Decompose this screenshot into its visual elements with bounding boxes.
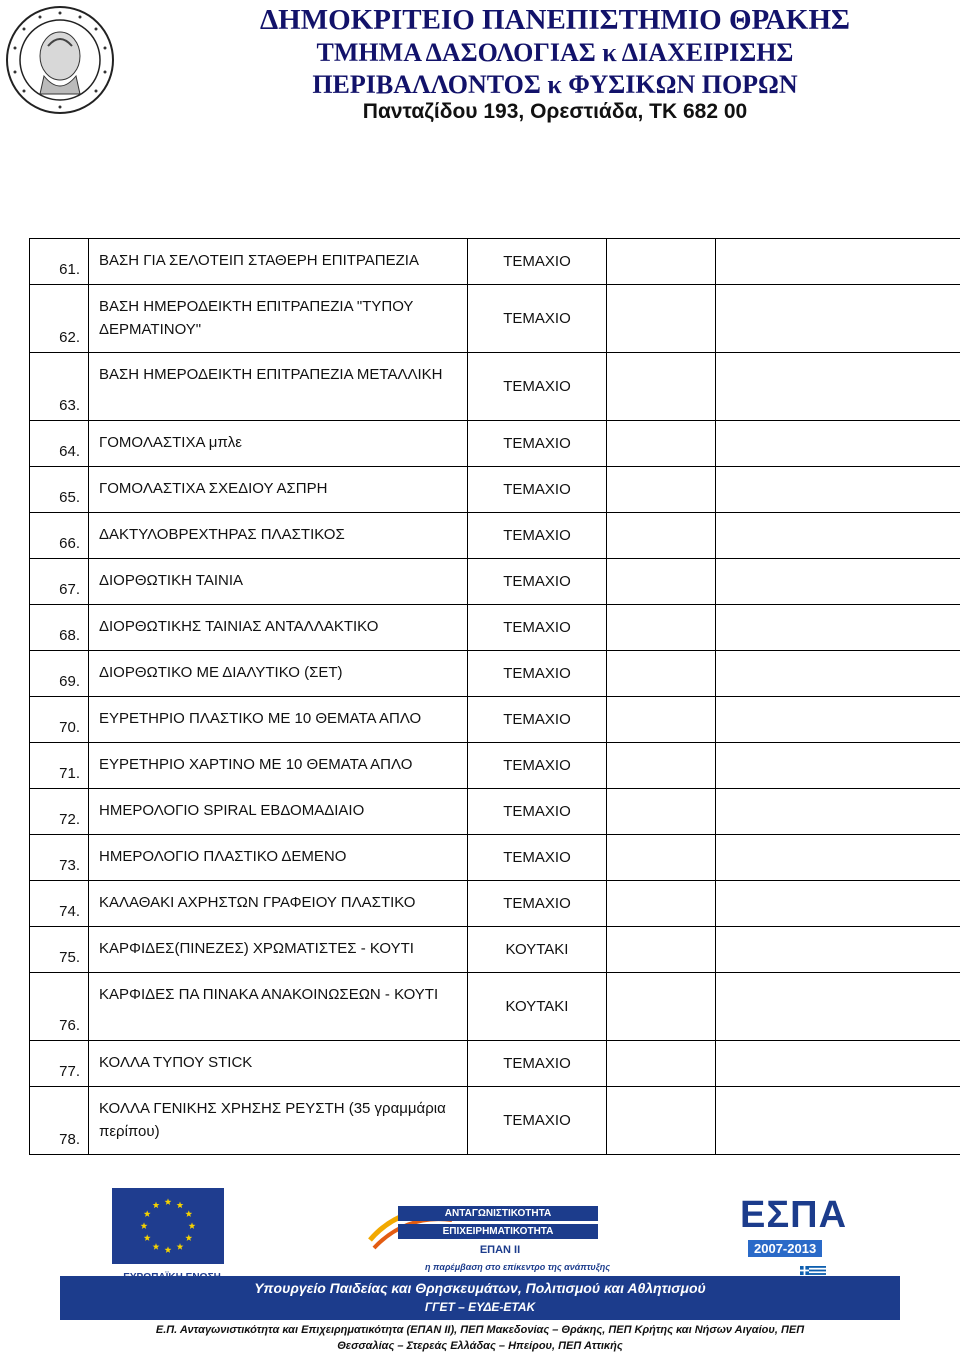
item-price-cell (716, 605, 960, 651)
item-quantity-cell (607, 605, 716, 651)
item-number: 75. (30, 927, 89, 973)
funding-footer (0, 1180, 960, 1362)
item-number: 70. (30, 697, 89, 743)
item-unit: ΤΕΜΑΧΙΟ (468, 651, 607, 697)
item-number: 68. (30, 605, 89, 651)
item-number: 65. (30, 467, 89, 513)
item-quantity-cell (607, 927, 716, 973)
table-row (30, 697, 960, 743)
item-number: 63. (30, 353, 89, 421)
table-row (30, 559, 960, 605)
table-row (30, 513, 960, 559)
department-name-line1: ΤΜΗΜΑ ΔΑΣΟΛΟΓΙΑΣ κ ΔΙΑΧΕΙΡΙΣΗΣ (316, 38, 794, 67)
table-row (30, 467, 960, 513)
item-unit: ΤΕΜΑΧΙΟ (468, 559, 607, 605)
item-description: ΕΥΡΕΤΗΡΙΟ ΧΑΡΤΙΝΟ ΜΕ 10 ΘΕΜΑΤΑ ΑΠΛΟ (89, 743, 468, 789)
ministry-name: Υπουργείο Παιδείας και Θρησκευμάτων, Πολιτισμού και Αθλητισμού (254, 1280, 706, 1296)
item-unit: ΤΕΜΑΧΙΟ (468, 881, 607, 927)
item-quantity-cell (607, 835, 716, 881)
address: Πανταζίδου 193, Ορεστιάδα, ΤΚ 682 00 (362, 100, 748, 123)
item-number: 74. (30, 881, 89, 927)
item-description: ΒΑΣΗ ΗΜΕΡΟΔΕΙΚΤΗ ΕΠΙΤΡΑΠΕΖΙΑ "ΤΥΠΟΥ ΔΕΡΜΑΤΙΝΟΥ" (89, 285, 468, 353)
item-price-cell (716, 467, 960, 513)
item-number: 77. (30, 1041, 89, 1087)
item-unit: ΤΕΜΑΧΙΟ (468, 1087, 607, 1155)
item-price-cell (716, 743, 960, 789)
item-price-cell (716, 697, 960, 743)
table-row (30, 651, 960, 697)
item-description: ΓΟΜΟΛΑΣΤΙΧΑ μπλε (89, 421, 468, 467)
item-unit: ΤΕΜΑΧΙΟ (468, 421, 607, 467)
table-row (30, 1087, 960, 1155)
item-quantity-cell (607, 1041, 716, 1087)
item-description: ΔΑΚΤΥΛΟΒΡΕΧΤΗΡΑΣ ΠΛΑΣΤΙΚΟΣ (89, 513, 468, 559)
item-price-cell (716, 239, 960, 285)
item-description: ΒΑΣΗ ΗΜΕΡΟΔΕΙΚΤΗ ΕΠΙΤΡΑΠΕΖΙΑ ΜΕΤΑΛΛΙΚΗ (89, 353, 468, 421)
table-row (30, 835, 960, 881)
item-price-cell (716, 1087, 960, 1155)
item-unit: ΤΕΜΑΧΙΟ (468, 835, 607, 881)
item-unit: ΤΕΜΑΧΙΟ (468, 467, 607, 513)
item-price-cell (716, 1041, 960, 1087)
item-price-cell (716, 927, 960, 973)
espa-logo: ΕΣΠΑ (740, 1194, 848, 1236)
item-quantity-cell (607, 421, 716, 467)
epan-line1: ΑΝΤΑΓΩΝΙΣΤΙΚΟΤΗΤΑ (398, 1206, 598, 1221)
table-row (30, 743, 960, 789)
table-row (30, 973, 960, 1041)
item-quantity-cell (607, 285, 716, 353)
item-unit: ΤΕΜΑΧΙΟ (468, 743, 607, 789)
university-seal-icon (4, 4, 116, 116)
item-price-cell (716, 789, 960, 835)
item-quantity-cell (607, 239, 716, 285)
epan-tagline: η παρέμβαση στο επίκεντρο της ανάπτυξης (425, 1262, 611, 1272)
item-description: ΚΟΛΛΑ ΓΕΝΙΚΗΣ ΧΡΗΣΗΣ ΡΕΥΣΤΗ (35 γραμμάρια περίπου) (89, 1087, 468, 1155)
item-description: ΚΟΛΛΑ ΤΥΠΟΥ STICK (89, 1041, 468, 1087)
item-unit: ΚΟΥΤΑΚΙ (468, 927, 607, 973)
item-quantity-cell (607, 467, 716, 513)
table-row (30, 353, 960, 421)
item-number: 62. (30, 285, 89, 353)
item-description: ΚΑΡΦΙΔΕΣ(ΠΙΝΕΖΕΣ) ΧΡΩΜΑΤΙΣΤΕΣ - ΚΟΥΤΙ (89, 927, 468, 973)
items-table (29, 238, 960, 1155)
item-price-cell (716, 421, 960, 467)
item-price-cell (716, 559, 960, 605)
item-unit: ΤΕΜΑΧΙΟ (468, 353, 607, 421)
item-price-cell (716, 353, 960, 421)
item-quantity-cell (607, 789, 716, 835)
item-description: ΓΟΜΟΛΑΣΤΙΧΑ ΣΧΕΔΙΟΥ ΑΣΠΡΗ (89, 467, 468, 513)
item-unit: ΤΕΜΑΧΙΟ (468, 1041, 607, 1087)
item-number: 73. (30, 835, 89, 881)
item-number: 76. (30, 973, 89, 1041)
table-row (30, 881, 960, 927)
item-quantity-cell (607, 1087, 716, 1155)
item-description: ΗΜΕΡΟΛΟΓΙΟ SPIRAL ΕΒΔΟΜΑΔΙΑΙΟ (89, 789, 468, 835)
department-name-line2: ΠΕΡΙΒΑΛΛΟΝΤΟΣ κ ΦΥΣΙΚΩΝ ΠΟΡΩΝ (312, 70, 798, 99)
item-quantity-cell (607, 353, 716, 421)
gget-label: ΓΓΕΤ – ΕΥΔΕ-ΕΤΑΚ (424, 1300, 536, 1314)
university-name: ΔΗΜΟΚΡΙΤΕΙΟ ΠΑΝΕΠΙΣΤΗΜΙΟ ΘΡΑΚΗΣ (260, 4, 850, 36)
table-row (30, 421, 960, 467)
item-number: 69. (30, 651, 89, 697)
program-line1: Ε.Π. Ανταγωνιστικότητα και Επιχειρηματικότητα (ΕΠΑΝ ΙΙ), ΠΕΠ Μακεδονίας – Θράκης, ΠΕΠ Κρήτης και Νήσων Αιγαίου, ΠΕΠ (155, 1324, 805, 1336)
item-description: ΕΥΡΕΤΗΡΙΟ ΠΛΑΣΤΙΚΟ ΜΕ 10 ΘΕΜΑΤΑ ΑΠΛΟ (89, 697, 468, 743)
item-unit: ΚΟΥΤΑΚΙ (468, 973, 607, 1041)
epan-line2: ΕΠΙΧΕΙΡΗΜΑΤΙΚΟΤΗΤΑ (398, 1224, 598, 1239)
eu-flag-icon (112, 1188, 224, 1264)
item-unit: ΤΕΜΑΧΙΟ (468, 513, 607, 559)
item-quantity-cell (607, 559, 716, 605)
table-row (30, 605, 960, 651)
item-description: ΗΜΕΡΟΛΟΓΙΟ ΠΛΑΣΤΙΚΟ ΔΕΜΕΝΟ (89, 835, 468, 881)
item-unit: ΤΕΜΑΧΙΟ (468, 239, 607, 285)
item-price-cell (716, 881, 960, 927)
item-description: ΚΑΛΑΘΑΚΙ ΑΧΡΗΣΤΩΝ ΓΡΑΦΕΙΟΥ ΠΛΑΣΤΙΚΟ (89, 881, 468, 927)
item-unit: ΤΕΜΑΧΙΟ (468, 285, 607, 353)
table-row (30, 927, 960, 973)
item-description: ΚΑΡΦΙΔΕΣ ΠΑ ΠΙΝΑΚΑ ΑΝΑΚΟΙΝΩΣΕΩΝ - ΚΟΥΤΙ (89, 973, 468, 1041)
item-number: 64. (30, 421, 89, 467)
espa-years: 2007-2013 (748, 1240, 822, 1257)
item-quantity-cell (607, 513, 716, 559)
item-unit: ΤΕΜΑΧΙΟ (468, 697, 607, 743)
item-price-cell (716, 973, 960, 1041)
item-quantity-cell (607, 973, 716, 1041)
item-price-cell (716, 651, 960, 697)
item-unit: ΤΕΜΑΧΙΟ (468, 605, 607, 651)
item-quantity-cell (607, 697, 716, 743)
item-number: 71. (30, 743, 89, 789)
item-price-cell (716, 835, 960, 881)
item-description: ΔΙΟΡΘΩΤΙΚΟ ΜΕ ΔΙΑΛΥΤΙΚΟ (ΣΕΤ) (89, 651, 468, 697)
item-number: 66. (30, 513, 89, 559)
item-quantity-cell (607, 743, 716, 789)
table-row (30, 285, 960, 353)
program-line2: Θεσσαλίας – Στερεάς Ελλάδας – Ηπείρου, ΠΕΠ Αττικής (337, 1340, 623, 1352)
epan-line3: ΕΠΑΝ ΙΙ (479, 1244, 521, 1256)
item-number: 72. (30, 789, 89, 835)
item-unit: ΤΕΜΑΧΙΟ (468, 789, 607, 835)
table-row (30, 239, 960, 285)
item-quantity-cell (607, 651, 716, 697)
item-number: 61. (30, 239, 89, 285)
item-number: 78. (30, 1087, 89, 1155)
item-quantity-cell (607, 881, 716, 927)
item-description: ΒΑΣΗ ΓΙΑ ΣΕΛΟΤΕΙΠ ΣΤΑΘΕΡΗ ΕΠΙΤΡΑΠΕΖΙΑ (89, 239, 468, 285)
item-number: 67. (30, 559, 89, 605)
table-row (30, 789, 960, 835)
item-price-cell (716, 285, 960, 353)
item-description: ΔΙΟΡΘΩΤΙΚΗ ΤΑΙΝΙΑ (89, 559, 468, 605)
table-row (30, 1041, 960, 1087)
item-description: ΔΙΟΡΘΩΤΙΚΗΣ ΤΑΙΝΙΑΣ ΑΝΤΑΛΛΑΚΤΙΚΟ (89, 605, 468, 651)
item-price-cell (716, 513, 960, 559)
